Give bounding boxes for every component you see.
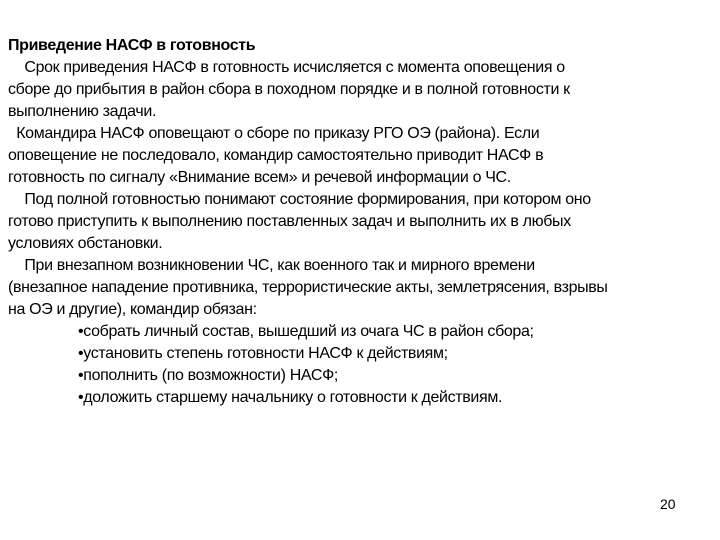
text-line: готовность по сигналу «Внимание всем» и речевой информации о ЧС. (8, 169, 511, 186)
text-line: выполнению задачи. (8, 103, 157, 120)
text-line: условиях обстановки. (8, 235, 163, 252)
bullet-item: •доложить старшему начальнику о готовности к действиям. (78, 389, 503, 406)
bullet-item: •собрать личный состав, вышедший из очага ЧС в район сбора; (78, 323, 534, 340)
document-body (8, 35, 720, 409)
bullet-item: •пополнить (по возможности) НАСФ; (78, 367, 338, 384)
text-line: При внезапном возникновении ЧС, как военного так и мирного времени (8, 257, 535, 274)
text-line: (внезапное нападение противника, террористические акты, землетрясения, взрывы (8, 279, 608, 296)
page-number: 20 (660, 496, 676, 512)
paragraphs (8, 57, 720, 321)
text-line: оповещение не последовало, командир самостоятельно приводит НАСФ в (8, 147, 544, 164)
bullet-list (8, 321, 720, 409)
text-line: готово приступить к выполнению поставленных задач и выполнить их в любых (8, 213, 571, 230)
text-line: Командира НАСФ оповещают о сборе по приказу РГО ОЭ (района). Если (8, 125, 540, 142)
text-line: Срок приведения НАСФ в готовность исчисляется с момента оповещения о (8, 59, 565, 76)
slide-title: Приведение НАСФ в готовность (8, 37, 256, 54)
text-line: на ОЭ и другие), командир обязан: (8, 301, 257, 318)
bullet-item: •установить степень готовности НАСФ к действиям; (78, 345, 448, 362)
text-line: сборе до прибытия в район сбора в походном порядке и в полной готовности к (8, 81, 570, 98)
text-line: Под полной готовностью понимают состояние формирования, при котором оно (8, 191, 591, 208)
